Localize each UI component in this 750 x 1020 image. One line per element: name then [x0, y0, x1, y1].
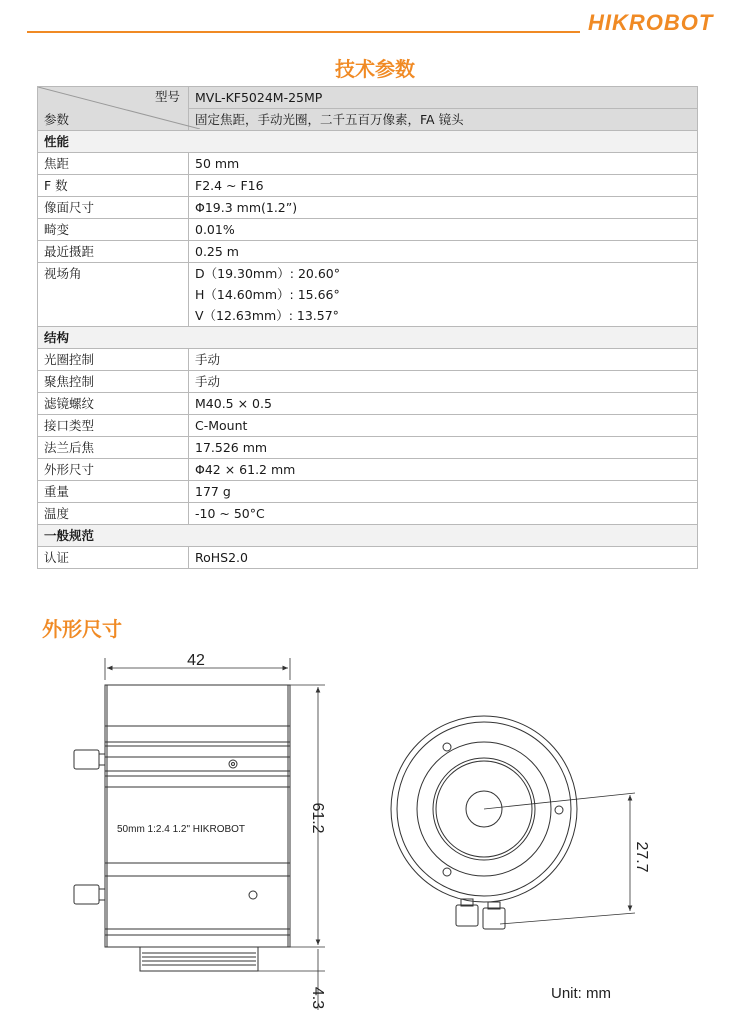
row-value: F2.4 ~ F16: [189, 175, 698, 197]
width-dimension-label: 42: [187, 652, 205, 669]
table-row: [38, 349, 698, 371]
row-value: 手动: [189, 371, 698, 393]
section-row: [38, 131, 698, 153]
model-value: MVL-KF5024M-25MP: [189, 87, 698, 109]
front-view: [391, 716, 635, 929]
table-row: [38, 175, 698, 197]
section-title: 结构: [38, 327, 698, 349]
section-row: [38, 327, 698, 349]
table-row: [38, 219, 698, 241]
front-dimension-label: 27.7: [633, 841, 650, 873]
row-key: 畸变: [38, 219, 189, 241]
header-rule: [27, 31, 580, 33]
unit-label: Unit: mm: [551, 985, 611, 1002]
row-value: RoHS2.0: [189, 547, 698, 569]
table-row: [38, 481, 698, 503]
row-key: 聚焦控制: [38, 371, 189, 393]
row-key: 认证: [38, 547, 189, 569]
desc-value: 固定焦距，手动光圈，二千五百万像素，FA 镜头: [189, 109, 698, 131]
param-label: 参数: [44, 112, 70, 127]
row-key: 温度: [38, 503, 189, 525]
table-row: [38, 263, 698, 327]
row-key: 像面尺寸: [38, 197, 189, 219]
table-row: [38, 459, 698, 481]
table-row: [38, 437, 698, 459]
section-title: 性能: [38, 131, 698, 153]
table-row: [38, 371, 698, 393]
height-dimension-label: 61.2: [309, 802, 326, 834]
row-key: F 数: [38, 175, 189, 197]
page-title: 技术参数: [335, 57, 415, 81]
table-header-row: [38, 87, 698, 109]
row-key: 法兰后焦: [38, 437, 189, 459]
diagonal-header-cell: [38, 87, 189, 131]
table-row: [38, 153, 698, 175]
section-title: 一般规范: [38, 525, 698, 547]
table-row: [38, 415, 698, 437]
row-key: 视场角: [38, 263, 189, 327]
row-value: M40.5 × 0.5: [189, 393, 698, 415]
section-row: [38, 525, 698, 547]
table-row: [38, 241, 698, 263]
table-row: [38, 197, 698, 219]
row-key: 最近摄距: [38, 241, 189, 263]
spec-table: [37, 86, 698, 569]
row-value: Φ42 × 61.2 mm: [189, 459, 698, 481]
table-row: [38, 547, 698, 569]
mount-dimension-label: 4.3: [309, 986, 326, 1010]
fov-values: [189, 263, 698, 327]
fov-line: V（12.63mm）: 13.57°: [195, 308, 339, 323]
row-value: 0.25 m: [189, 241, 698, 263]
fov-line: D（19.30mm）: 20.60°: [195, 266, 340, 281]
table-row: [38, 393, 698, 415]
brand-logo: HIKROBOT: [588, 10, 714, 35]
row-value: C-Mount: [189, 415, 698, 437]
dimension-drawing: [0, 640, 750, 1015]
row-key: 外形尺寸: [38, 459, 189, 481]
model-label: 型号: [154, 89, 180, 104]
row-key: 接口类型: [38, 415, 189, 437]
row-value: Φ19.3 mm(1.2”): [189, 197, 698, 219]
row-value: 50 mm: [189, 153, 698, 175]
row-key: 滤镜螺纹: [38, 393, 189, 415]
dimensions-title: 外形尺寸: [42, 617, 122, 641]
row-key: 焦距: [38, 153, 189, 175]
row-key: 光圈控制: [38, 349, 189, 371]
row-value: 0.01%: [189, 219, 698, 241]
table-row: [38, 503, 698, 525]
row-value: 177 g: [189, 481, 698, 503]
row-key: 重量: [38, 481, 189, 503]
lens-marking-text: 50mm 1:2.4 1.2" HIKROBOT: [117, 824, 246, 835]
row-value: 手动: [189, 349, 698, 371]
fov-line: H（14.60mm）: 15.66°: [195, 287, 340, 302]
row-value: 17.526 mm: [189, 437, 698, 459]
row-value: -10 ~ 50°C: [189, 503, 698, 525]
